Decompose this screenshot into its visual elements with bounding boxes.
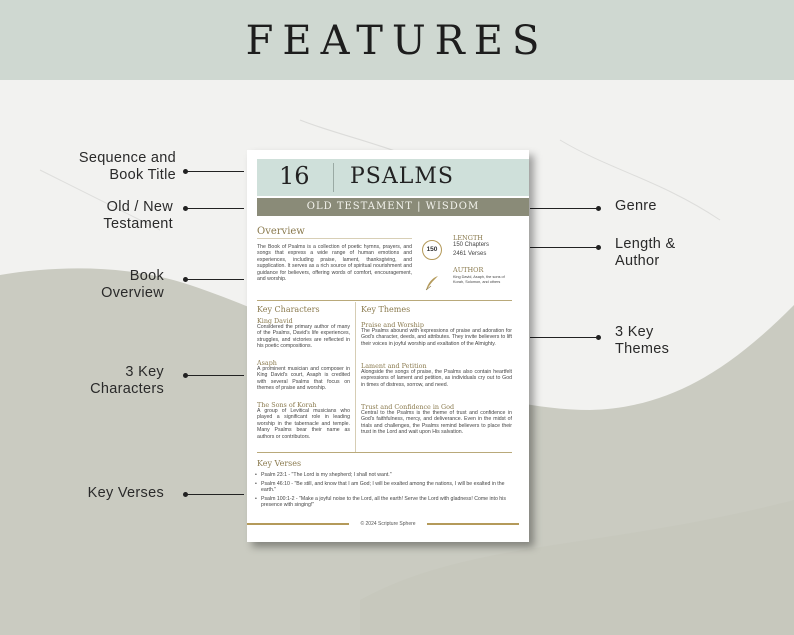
connector-themes <box>530 337 598 338</box>
length-heading: LENGTH <box>453 234 483 242</box>
section-divider-2 <box>257 452 512 453</box>
character-name-1: King David <box>257 317 293 325</box>
theme-text-3: Central to the Psalms is the theme of trust and confidence in God's faithfulness, mercy, and deliverance. Even in the midst of trials and challenges, the Psalms remind believers to place their trust in the Lord and wait upon His salvation. <box>361 410 512 436</box>
key-verse-1: • Psalm 23:1 - "The Lord is my shepherd; I shall not want." <box>261 472 511 478</box>
dot-themes <box>596 335 601 340</box>
verses-count: 2461 Verses <box>453 251 487 257</box>
connector-genre <box>530 208 598 209</box>
dot-genre <box>596 206 601 211</box>
theme-text-2: Alongside the songs of praise, the Psalms also contain heartfelt expressions of lament and petition, as individuals cry out to God in times of distress, sorrow, and need. <box>361 369 512 388</box>
document-header <box>257 159 529 196</box>
label-key-verses: Key Verses <box>87 485 164 501</box>
themes-heading: Key Themes <box>361 305 411 314</box>
connector-overview <box>186 279 244 280</box>
column-divider <box>355 302 356 452</box>
author-text: King David, Asaph, the sons of Korah, Solomon, and others <box>453 275 505 284</box>
chapter-count-badge: 150 <box>422 240 442 260</box>
footer-copyright: © 2024 Scripture Sphere <box>360 521 416 527</box>
key-verse-3: • Psalm 100:1-2 - "Make a joyful noise to the Lord, all the earth! Serve the Lord with gladness! Come into his presence with singing!" <box>261 496 511 509</box>
connector-characters <box>186 375 244 376</box>
connector-verses <box>186 494 244 495</box>
book-title: PSALMS <box>350 164 454 189</box>
label-themes: 3 Key Themes <box>615 324 670 357</box>
dot-length <box>596 245 601 250</box>
character-text-1: Considered the primary author of many of the Psalms, David's life experiences, struggles, and victories are reflected in his poetic compositions. <box>257 324 350 350</box>
character-name-3: The Sons of Korah <box>257 401 317 409</box>
dot-characters <box>183 373 188 378</box>
key-verse-2: • Psalm 46:10 - "Be still, and know that I am God; I will be exalted among the nations, I will be exalted in the earth." <box>261 481 511 494</box>
overview-heading: Overview <box>257 226 305 237</box>
connector-sequence <box>186 171 244 172</box>
connector-testament <box>186 208 244 209</box>
theme-name-1: Praise and Worship <box>361 321 424 329</box>
chapters-count: 150 Chapters <box>453 242 490 248</box>
testament-genre-bar <box>257 198 529 216</box>
label-sequence-title: Sequence and Book Title <box>78 150 176 183</box>
dot-testament <box>183 206 188 211</box>
character-text-3: A group of Levitical musicians who played a significant role in leading worship in the tabernacle and temple. Many Psalms bear their name as authors or contributors. <box>257 408 350 440</box>
features-title: FEATURES <box>245 18 549 64</box>
section-divider-1 <box>257 300 512 301</box>
dot-sequence <box>183 169 188 174</box>
characters-heading: Key Characters <box>257 305 320 314</box>
book-sequence-number: 16 <box>279 162 310 190</box>
label-length-author: Length & Author <box>615 236 676 269</box>
dot-overview <box>183 277 188 282</box>
label-testament: Old / New Testament <box>103 199 173 232</box>
connector-length <box>530 247 598 248</box>
header-divider <box>333 163 334 192</box>
dot-verses <box>183 492 188 497</box>
character-name-2: Asaph <box>257 359 277 367</box>
key-verses-heading: Key Verses <box>257 459 302 468</box>
document-page <box>247 150 529 542</box>
theme-name-3: Trust and Confidence in God <box>361 403 455 411</box>
author-heading: AUTHOR <box>453 266 484 274</box>
overview-text: The Book of Psalms is a collection of poetic hymns, prayers, and songs that express a wide range of human emotions and experiences, including praise, lament, thanksgiving, and supplication. It serves as a rich source of spiritual nourishment and guidance for believers, offering words of comfort, encouragement, and worship. <box>257 244 412 283</box>
footer-line-right <box>427 523 519 525</box>
theme-text-1: The Psalms abound with expressions of praise and adoration for God's character, deeds, and attributes. They invite believers to lift their voices in joyful worship and exaltation of the Almighty. <box>361 328 512 347</box>
features-banner <box>0 0 794 80</box>
quill-icon <box>423 274 441 292</box>
character-text-2: A prominent musician and composer in King David's court, Asaph is credited with several Psalms that focus on themes of praise and worship. <box>257 366 350 392</box>
label-characters: 3 Key Characters <box>90 364 164 397</box>
label-genre: Genre <box>615 198 657 214</box>
testament-genre-text: OLD TESTAMENT | WISDOM <box>306 201 480 212</box>
label-overview: Book Overview <box>101 268 164 301</box>
overview-underline <box>257 238 412 239</box>
theme-name-2: Lament and Petition <box>361 362 427 370</box>
